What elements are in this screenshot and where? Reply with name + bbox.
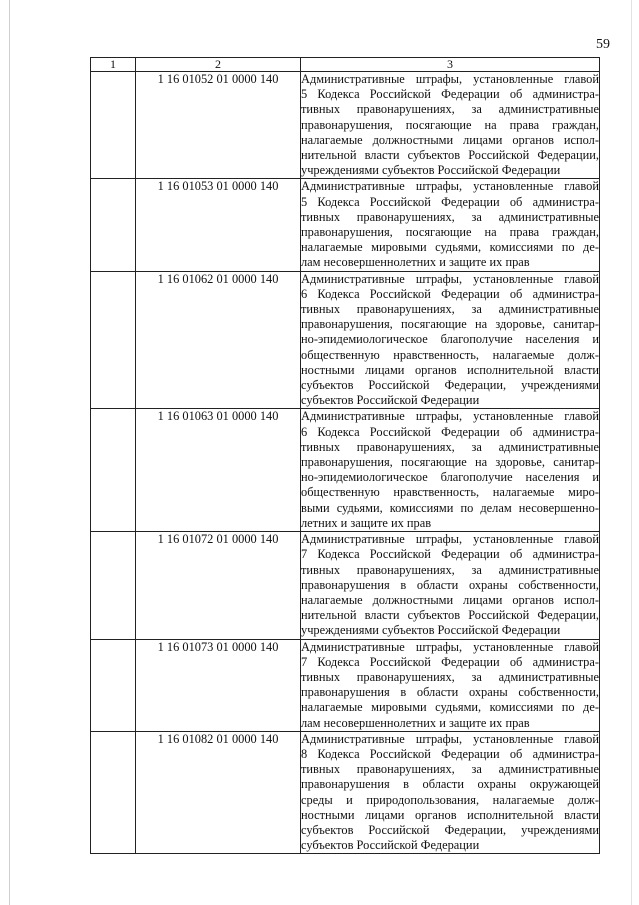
description-line: 7 Кодекса Российской Федерации об администра-: [301, 654, 599, 669]
description-line: правонарушения в области охраны окружающей: [301, 777, 599, 792]
description-line: нительной власти субъектов Российской Федерации,: [301, 148, 599, 163]
page-number: 59: [596, 37, 610, 52]
description-line: тивных правонарушениях, за административные: [301, 762, 599, 777]
description-line: учреждениями субъектов Российской Федерации: [301, 163, 561, 178]
fine-description: [301, 409, 600, 532]
description-line: налагаемые мировыми судьями, комиссиями по де-: [301, 240, 599, 255]
budget-classification-code: 1 16 01073 01 0000 140: [136, 639, 301, 731]
description-line: Административные штрафы, установленные главой: [301, 639, 599, 654]
description-line: но-эпидемиологическое благополучие населения и: [301, 470, 599, 485]
description-line: Административные штрафы, установленные главой: [301, 271, 599, 286]
row-col-1-empty: [91, 532, 136, 639]
description-line: 6 Кодекса Российской Федерации об администра-: [301, 286, 599, 301]
fine-description: [301, 639, 600, 731]
description-line: 5 Кодекса Российской Федерации об администра-: [301, 194, 599, 209]
fine-description: [301, 72, 600, 179]
table-row: [91, 639, 600, 731]
description-line: но-эпидемиологическое благополучие населения и: [301, 332, 599, 347]
description-line: 7 Кодекса Российской Федерации об администра-: [301, 547, 599, 562]
table-row: [91, 271, 600, 409]
row-col-1-empty: [91, 72, 136, 179]
table-row: [91, 72, 600, 179]
budget-classification-code: 1 16 01062 01 0000 140: [136, 271, 301, 409]
description-line: лам несовершеннолетних и защите их прав: [301, 255, 530, 270]
description-line: правонарушения, посягающие на права граждан,: [301, 225, 599, 240]
description-line: субъектов Российской Федерации, учреждениями: [301, 822, 599, 837]
description-line: учреждениями субъектов Российской Федерации: [301, 623, 561, 638]
table-row: [91, 731, 600, 854]
description-line: тивных правонарушениях, за административные: [301, 562, 599, 577]
description-line: налагаемые должностными лицами органов испол-: [301, 132, 599, 147]
description-line: субъектов Российской Федерации: [301, 838, 480, 853]
budget-classification-code: 1 16 01052 01 0000 140: [136, 72, 301, 179]
description-line: ностными лицами органов исполнительной власти: [301, 362, 599, 377]
budget-classification-code: 1 16 01063 01 0000 140: [136, 409, 301, 532]
description-line: правонарушения, посягающие на здоровье, санитар-: [301, 317, 599, 332]
fine-description: [301, 532, 600, 639]
description-line: субъектов Российской Федерации, учреждениями: [301, 378, 599, 393]
description-line: 8 Кодекса Российской Федерации об администра-: [301, 746, 599, 761]
description-line: налагаемые должностными лицами органов испол-: [301, 592, 599, 607]
table-row: [91, 532, 600, 639]
table-body: [91, 58, 600, 854]
description-line: тивных правонарушениях, за административные: [301, 439, 599, 454]
description-line: Административные штрафы, установленные главой: [301, 72, 599, 86]
description-line: Административные штрафы, установленные главой: [301, 731, 599, 746]
row-col-1-empty: [91, 179, 136, 271]
description-line: нительной власти субъектов Российской Федерации,: [301, 608, 599, 623]
fine-description: [301, 731, 600, 854]
budget-classification-code: 1 16 01053 01 0000 140: [136, 179, 301, 271]
description-line: налагаемые мировыми судьями, комиссиями по де-: [301, 700, 599, 715]
description-line: Административные штрафы, установленные главой: [301, 179, 599, 194]
fine-description: [301, 271, 600, 409]
table-row: [91, 179, 600, 271]
description-line: тивных правонарушениях, за административные: [301, 302, 599, 317]
description-line: правонарушения в области охраны собственности,: [301, 577, 599, 592]
description-line: лам несовершеннолетних и защите их прав: [301, 715, 530, 730]
description-line: правонарушения, посягающие на права граждан,: [301, 117, 599, 132]
fine-description: [301, 179, 600, 271]
description-line: среды и природопользования, налагаемые долж-: [301, 792, 599, 807]
header-col-1: 1: [91, 58, 136, 72]
description-line: летних и защите их прав: [301, 515, 432, 530]
header-col-3: 3: [301, 58, 600, 72]
description-line: общественную нравственность, налагаемые долж-: [301, 347, 599, 362]
description-line: тивных правонарушениях, за административные: [301, 669, 599, 684]
description-line: Административные штрафы, установленные главой: [301, 409, 599, 424]
row-col-1-empty: [91, 731, 136, 854]
table-row: [91, 409, 600, 532]
description-line: выми судьями, комиссиями по делам несовершенно-: [301, 500, 599, 515]
table-header-row: [91, 58, 600, 72]
budget-classification-code: 1 16 01082 01 0000 140: [136, 731, 301, 854]
description-line: Административные штрафы, установленные главой: [301, 532, 599, 547]
description-line: ностными лицами органов исполнительной власти: [301, 807, 599, 822]
description-line: 5 Кодекса Российской Федерации об администра-: [301, 87, 599, 102]
description-line: правонарушения, посягающие на здоровье, санитар-: [301, 455, 599, 470]
description-line: общественную нравственность, налагаемые миро-: [301, 485, 599, 500]
row-col-1-empty: [91, 409, 136, 532]
description-line: субъектов Российской Федерации: [301, 393, 480, 408]
scan-edge-left: [9, 0, 10, 905]
header-col-2: 2: [136, 58, 301, 72]
scan-edge-right: [631, 0, 632, 905]
description-line: 6 Кодекса Российской Федерации об администра-: [301, 424, 599, 439]
description-line: правонарушения в области охраны собственности,: [301, 685, 599, 700]
description-line: тивных правонарушениях, за административные: [301, 102, 599, 117]
description-line: тивных правонарушениях, за административные: [301, 209, 599, 224]
fines-table: [90, 57, 600, 854]
row-col-1-empty: [91, 271, 136, 409]
row-col-1-empty: [91, 639, 136, 731]
budget-classification-code: 1 16 01072 01 0000 140: [136, 532, 301, 639]
